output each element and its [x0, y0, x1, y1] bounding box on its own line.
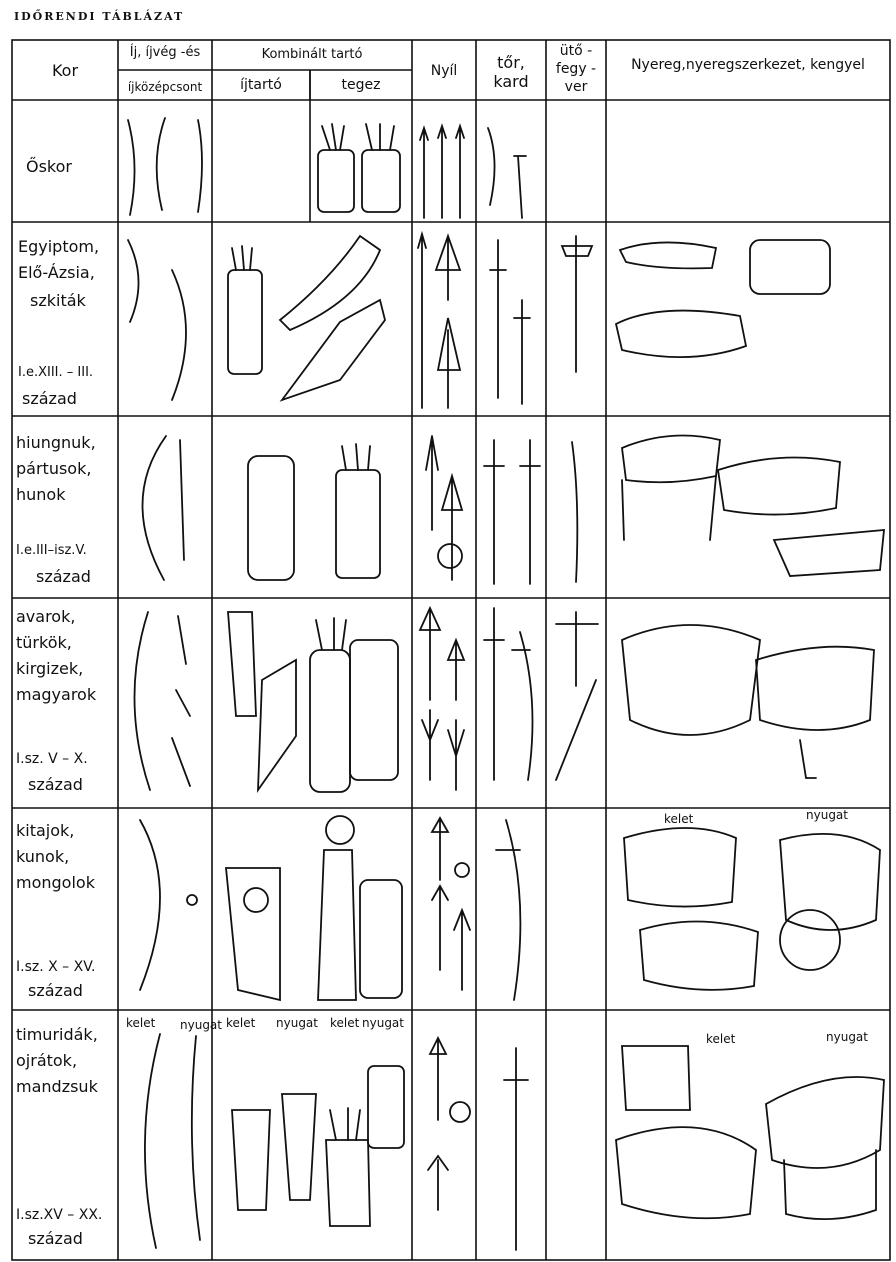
annot-nyugat-quiver: nyugat	[362, 1016, 404, 1030]
club-icon	[572, 442, 577, 582]
bow-icon	[142, 436, 184, 580]
row-name-2-2: hunok	[16, 485, 66, 504]
bow-icon	[134, 612, 190, 790]
header-tegez: tegez	[341, 77, 381, 93]
axe-icon	[556, 612, 598, 780]
header-kor: Kor	[51, 61, 79, 80]
row-name-4-1: kunok,	[16, 847, 70, 866]
row-name-5-1: ojrátok,	[16, 1051, 78, 1070]
annot-nyugat-holder: nyugat	[276, 1016, 318, 1030]
dagger-icon	[488, 128, 526, 218]
annot-nyugat-bow: nyugat	[180, 1018, 222, 1032]
row-name-3-0: avarok,	[16, 607, 76, 626]
annot-kelet-holder: kelet	[226, 1016, 256, 1030]
saddle-icon	[616, 240, 830, 357]
header-nyereg: Nyereg,nyeregszerkezet, kengyel	[631, 57, 865, 73]
sword-icon	[504, 1048, 528, 1250]
sword-icon	[484, 440, 540, 584]
row-period-4-0: I.sz. X – XV.	[16, 959, 96, 975]
arrow-icon	[420, 608, 464, 790]
row-period-5-1: század	[28, 1229, 83, 1248]
row-name-3-3: magyarok	[16, 685, 97, 704]
header-uto-line2: fegy -	[555, 61, 597, 77]
row-name-3-1: türkök,	[16, 633, 72, 652]
header-nyil: Nyíl	[430, 63, 458, 79]
page-title: IDŐRENDI TÁBLÁZAT	[14, 10, 185, 23]
header-uto-line3: ver	[564, 79, 588, 95]
header-tor-line1: tőr,	[497, 53, 525, 72]
row-name-2-1: pártusok,	[16, 459, 92, 478]
axe-icon	[562, 236, 592, 372]
bow-icon	[145, 1034, 200, 1248]
quiver-icon	[226, 816, 402, 1000]
saddle-icon	[622, 625, 874, 778]
row-name-2-0: hiungnuk,	[16, 433, 96, 452]
row-name-1-0: Egyiptom,	[18, 237, 100, 256]
header-uto-line1: ütő -	[559, 43, 593, 59]
arrow-icon	[426, 436, 462, 580]
saddle-icon	[622, 436, 884, 577]
row-name-4-0: kitajok,	[16, 821, 75, 840]
annot-kelet-bow: kelet	[126, 1016, 156, 1030]
quiver-icon	[318, 124, 400, 212]
quiver-icon	[228, 236, 385, 400]
annot-nyugat-saddle: nyugat	[826, 1030, 868, 1044]
header-kombinalt: Kombinált tartó	[261, 47, 363, 62]
row-name-3-2: kirgizek,	[16, 659, 84, 678]
row-period-2-0: I.e.III–isz.V.	[16, 543, 87, 558]
arrow-icon	[420, 126, 464, 218]
arrow-icon	[428, 1038, 470, 1210]
row-period-4-1: század	[28, 981, 83, 1000]
quiver-icon	[248, 444, 380, 580]
row-name-1-2: szkiták	[30, 291, 86, 310]
header-ijtarto: íjtartó	[240, 77, 282, 93]
arrow-icon	[432, 818, 470, 990]
quiver-icon	[228, 612, 398, 792]
sword-icon	[496, 820, 520, 1000]
row-period-2-1: század	[36, 567, 91, 586]
row-period-5-0: I.sz.XV – XX.	[16, 1207, 103, 1223]
header-ij-line1: Íj, íjvég -és	[129, 45, 201, 60]
row-name-1-1: Elő-Ázsia,	[18, 263, 95, 282]
header-ij-line2: íjközépcsont	[127, 80, 203, 94]
row-period-1-0: I.e.XIII. – III.	[18, 365, 94, 380]
row-name-0-0: Őskor	[26, 157, 72, 176]
row-period-1-1: század	[22, 389, 77, 408]
row-name-5-0: timuridák,	[16, 1025, 98, 1044]
bow-icon	[128, 240, 186, 400]
row-period-3-0: I.sz. V – X.	[16, 751, 88, 767]
saddle-icon	[624, 828, 880, 990]
annot-kelet-quiver: kelet	[330, 1016, 360, 1030]
annot-kelet-saddle: kelet	[706, 1032, 736, 1046]
sword-icon	[490, 240, 530, 404]
bow-icon	[128, 118, 202, 215]
saddle-icon	[616, 1046, 884, 1219]
bow-icon	[140, 820, 197, 990]
annot-kelet-row4: kelet	[664, 812, 694, 826]
row-name-5-2: mandzsuk	[16, 1077, 98, 1096]
arrow-icon	[418, 234, 460, 408]
header-tor-line2: kard	[493, 72, 529, 91]
annot-nyugat-row4: nyugat	[806, 808, 848, 822]
row-period-3-1: század	[28, 775, 83, 794]
quiver-icon	[232, 1066, 404, 1226]
row-name-4-2: mongolok	[16, 873, 95, 892]
sword-icon	[484, 608, 533, 780]
